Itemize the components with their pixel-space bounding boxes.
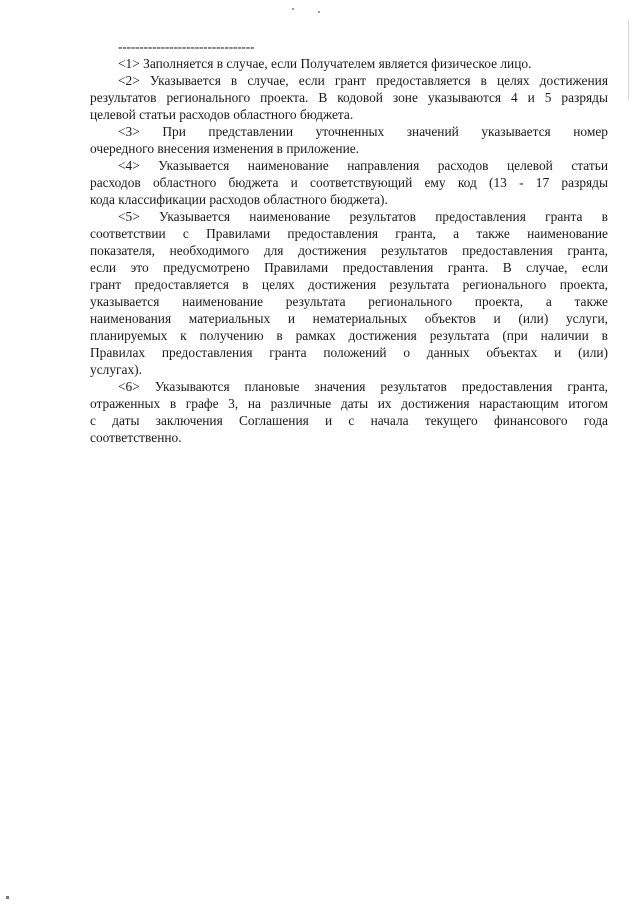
footnote-3 (90, 123, 608, 157)
footnote-6-line-3: с даты заключения Соглашения и с начала текущего финансового года (90, 413, 608, 428)
footnote-6 (90, 378, 608, 446)
footnote-3-line-1: <3> При представлении уточненных значений указывается номер (118, 124, 608, 139)
scan-speck (6, 896, 9, 899)
footnote-4 (90, 157, 608, 208)
footnote-5-line-9: Правилах предоставления гранта положений о данных объектах и (или) (90, 345, 608, 360)
footnote-2-line-1: <2> Указывается в случае, если грант предоставляется в целях достижения (118, 73, 608, 88)
footnote-5-line-2: соответствии с Правилами предоставления гранта, а также наименование (90, 226, 608, 241)
footnote-2-line-2: результатов регионального проекта. В кодовой зоне указываются 4 и 5 разряды (90, 90, 608, 105)
footnote-4-line-3: кода классификации расходов областного бюджета). (90, 192, 388, 207)
scan-edge-mark (628, 20, 629, 100)
footnote-5-line-6: указывается наименование результата регионального проекта, а также (90, 294, 608, 309)
footnote-5-line-8: планируемых к получению в рамках достижения результата (при наличии в (90, 328, 608, 343)
footnote-2-line-3: целевой статьи расходов областного бюджета. (90, 107, 354, 122)
footnote-5-line-5: грант предоставляется в целях достижения результата регионального проекта, (90, 277, 608, 292)
footnote-separator: -------------------------------- (118, 39, 255, 54)
scan-speck (318, 11, 320, 13)
footnote-4-line-1: <4> Указывается наименование направления расходов целевой статьи (118, 158, 608, 173)
footnote-5-line-10: услугах). (90, 362, 142, 377)
footnote-5-line-7: наименования материальных и нематериальных объектов и (или) услуги, (90, 311, 608, 326)
footnotes-block (90, 38, 608, 446)
footnote-6-line-2: отраженных в графе 3, на различные даты их достижения нарастающим итогом (90, 396, 608, 411)
footnote-5-line-3: показателя, необходимого для достижения результатов предоставления гранта, (90, 243, 608, 258)
footnote-3-line-2: очередного внесения изменения в приложение. (90, 141, 360, 156)
scan-speck (292, 8, 294, 10)
footnote-1-line-1: <1> Заполняется в случае, если Получателем является физическое лицо. (118, 56, 532, 71)
footnote-5-line-1: <5> Указывается наименование результатов предоставления гранта в (118, 209, 608, 224)
footnote-4-line-2: расходов областного бюджета и соответствующий ему код (13 - 17 разряды (90, 175, 608, 190)
footnote-5 (90, 208, 608, 378)
footnote-6-line-4: соответственно. (90, 430, 182, 445)
footnote-6-line-1: <6> Указываются плановые значения результатов предоставления гранта, (118, 379, 608, 394)
footnote-5-line-4: если это предусмотрено Правилами предоставления гранта. В случае, если (90, 260, 608, 275)
footnote-2 (90, 72, 608, 123)
footnote-1 (118, 55, 608, 72)
